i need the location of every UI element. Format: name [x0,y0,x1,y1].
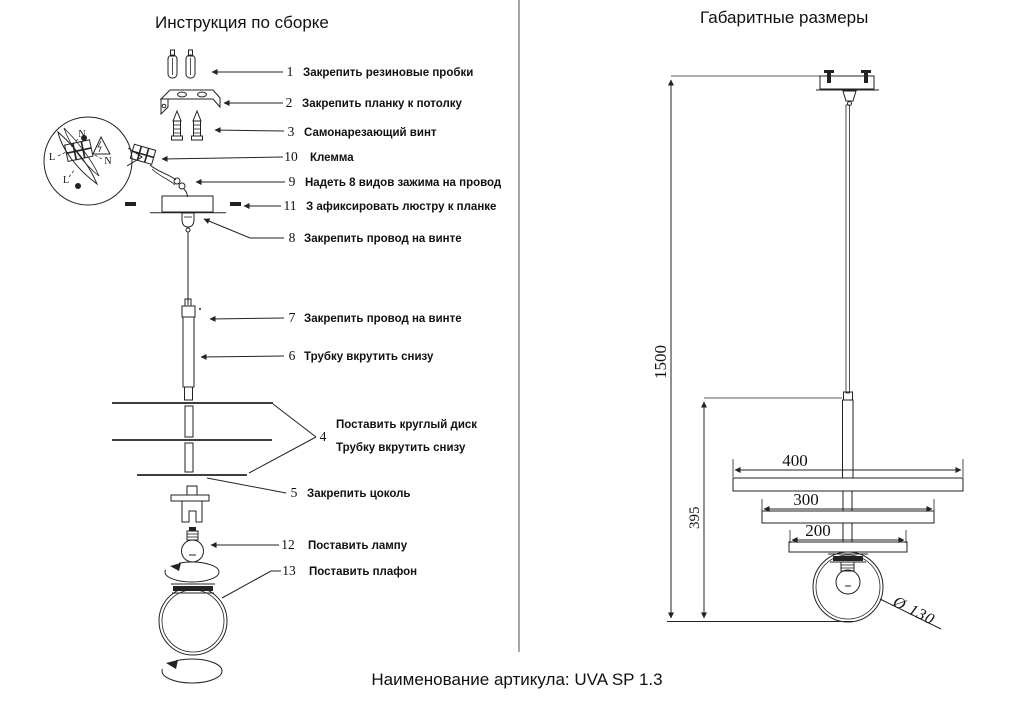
step-row-3 [215,124,437,139]
inset-label-n-right: N [104,156,112,167]
wiring-detail-inset [44,117,142,205]
dim-disk-medium [762,490,934,512]
dim-395-label: 395 [687,506,703,529]
step-row-7 [210,310,462,325]
canopy-fixing-mark-right [230,202,241,206]
step-label: Надеть 8 видов зажима на провод [305,177,502,189]
step-number: 6 [288,348,296,363]
step-label: Поставить лампу [308,540,408,552]
step-label: Закрепить провод на винте [304,313,462,325]
step-number: 2 [285,95,293,110]
dim-1500-label: 1500 [651,345,670,379]
step-row-8 [204,219,462,245]
step-label: Поставить плафон [309,566,418,578]
step-number: 13 [282,563,296,578]
ceiling-mount [671,70,879,106]
step-label: Закрепить цоколь [307,488,411,500]
step-number: 11 [283,198,297,213]
dim-shade-diameter [880,593,941,629]
inset-label-l-left: L [48,152,56,163]
left-panel-title: Инструкция по сборке [155,13,329,32]
dim-disk-small [790,521,906,543]
assembly-diagram [44,50,502,683]
step-number: 12 [281,537,295,552]
rod-tube-part [182,299,201,400]
dim-lower-section [687,398,842,618]
screws-part [172,111,203,140]
step-number: 5 [290,485,298,500]
dim-400-label: 400 [782,451,808,470]
dim-300-label: 300 [793,490,819,509]
step-label: Закрепить провод на винте [304,233,462,245]
step-number: 3 [287,124,295,139]
step-row-4 [249,404,477,473]
step-number: 10 [284,149,298,164]
terminal-block-part [130,144,176,185]
disks-part [112,403,273,475]
step-label: Закрепить резиновые пробки [303,67,474,79]
cord-clamp-part [174,178,188,197]
dimensions-diagram [651,70,963,629]
step-label: Клемма [310,152,354,164]
dim-disk-large [733,451,963,477]
step-number: 4 [319,429,327,444]
dim-overall-height [651,80,671,618]
step-number: 1 [286,64,294,79]
step-number: 7 [288,310,296,325]
step-row-9 [196,174,502,189]
lamp-socket-part [171,486,209,522]
step-row-12 [211,537,408,552]
step-label: Закрепить планку к потолку [302,98,462,110]
article-name: Наименование артикула: UVA SP 1.3 [371,670,663,689]
right-panel-title: Габаритные размеры [700,8,869,27]
step-row-11 [244,198,496,213]
step-row-10 [162,149,354,164]
dim-diameter-label: Ø 130 [890,593,938,629]
step-row-1 [212,64,473,79]
warning-triangle-icon [93,137,110,154]
step-number: 9 [288,174,296,189]
step-label: Поставить круглый диск [336,419,478,431]
step-label: Самонарезающий винт [304,127,437,139]
step-row-5 [207,478,411,500]
disks [733,478,963,552]
step-label: Трубку вкрутить снизу [304,351,434,363]
glass-shade-part [159,584,227,655]
mounting-strap-part [161,90,220,114]
step-row-6 [201,348,434,363]
dim-200-label: 200 [805,521,831,540]
step-label-line2: Трубку вкрутить снизу [336,442,466,454]
suspension-rod [843,105,854,478]
rotate-arrow-upper-icon [163,559,219,582]
step-row-2 [224,95,463,110]
step-row-13 [222,563,417,598]
inset-label-n-top: N [78,129,86,140]
rubber-plugs-part [168,50,195,78]
step-label: З афиксировать люстру к планке [306,201,497,213]
assembly-step-labels [162,64,502,598]
shade-and-bulb [813,552,883,622]
step-number: 8 [288,230,296,245]
light-bulb-part [182,527,204,562]
inset-label-l-bottom: L [62,175,70,186]
canopy-fixing-mark-left [125,202,136,206]
